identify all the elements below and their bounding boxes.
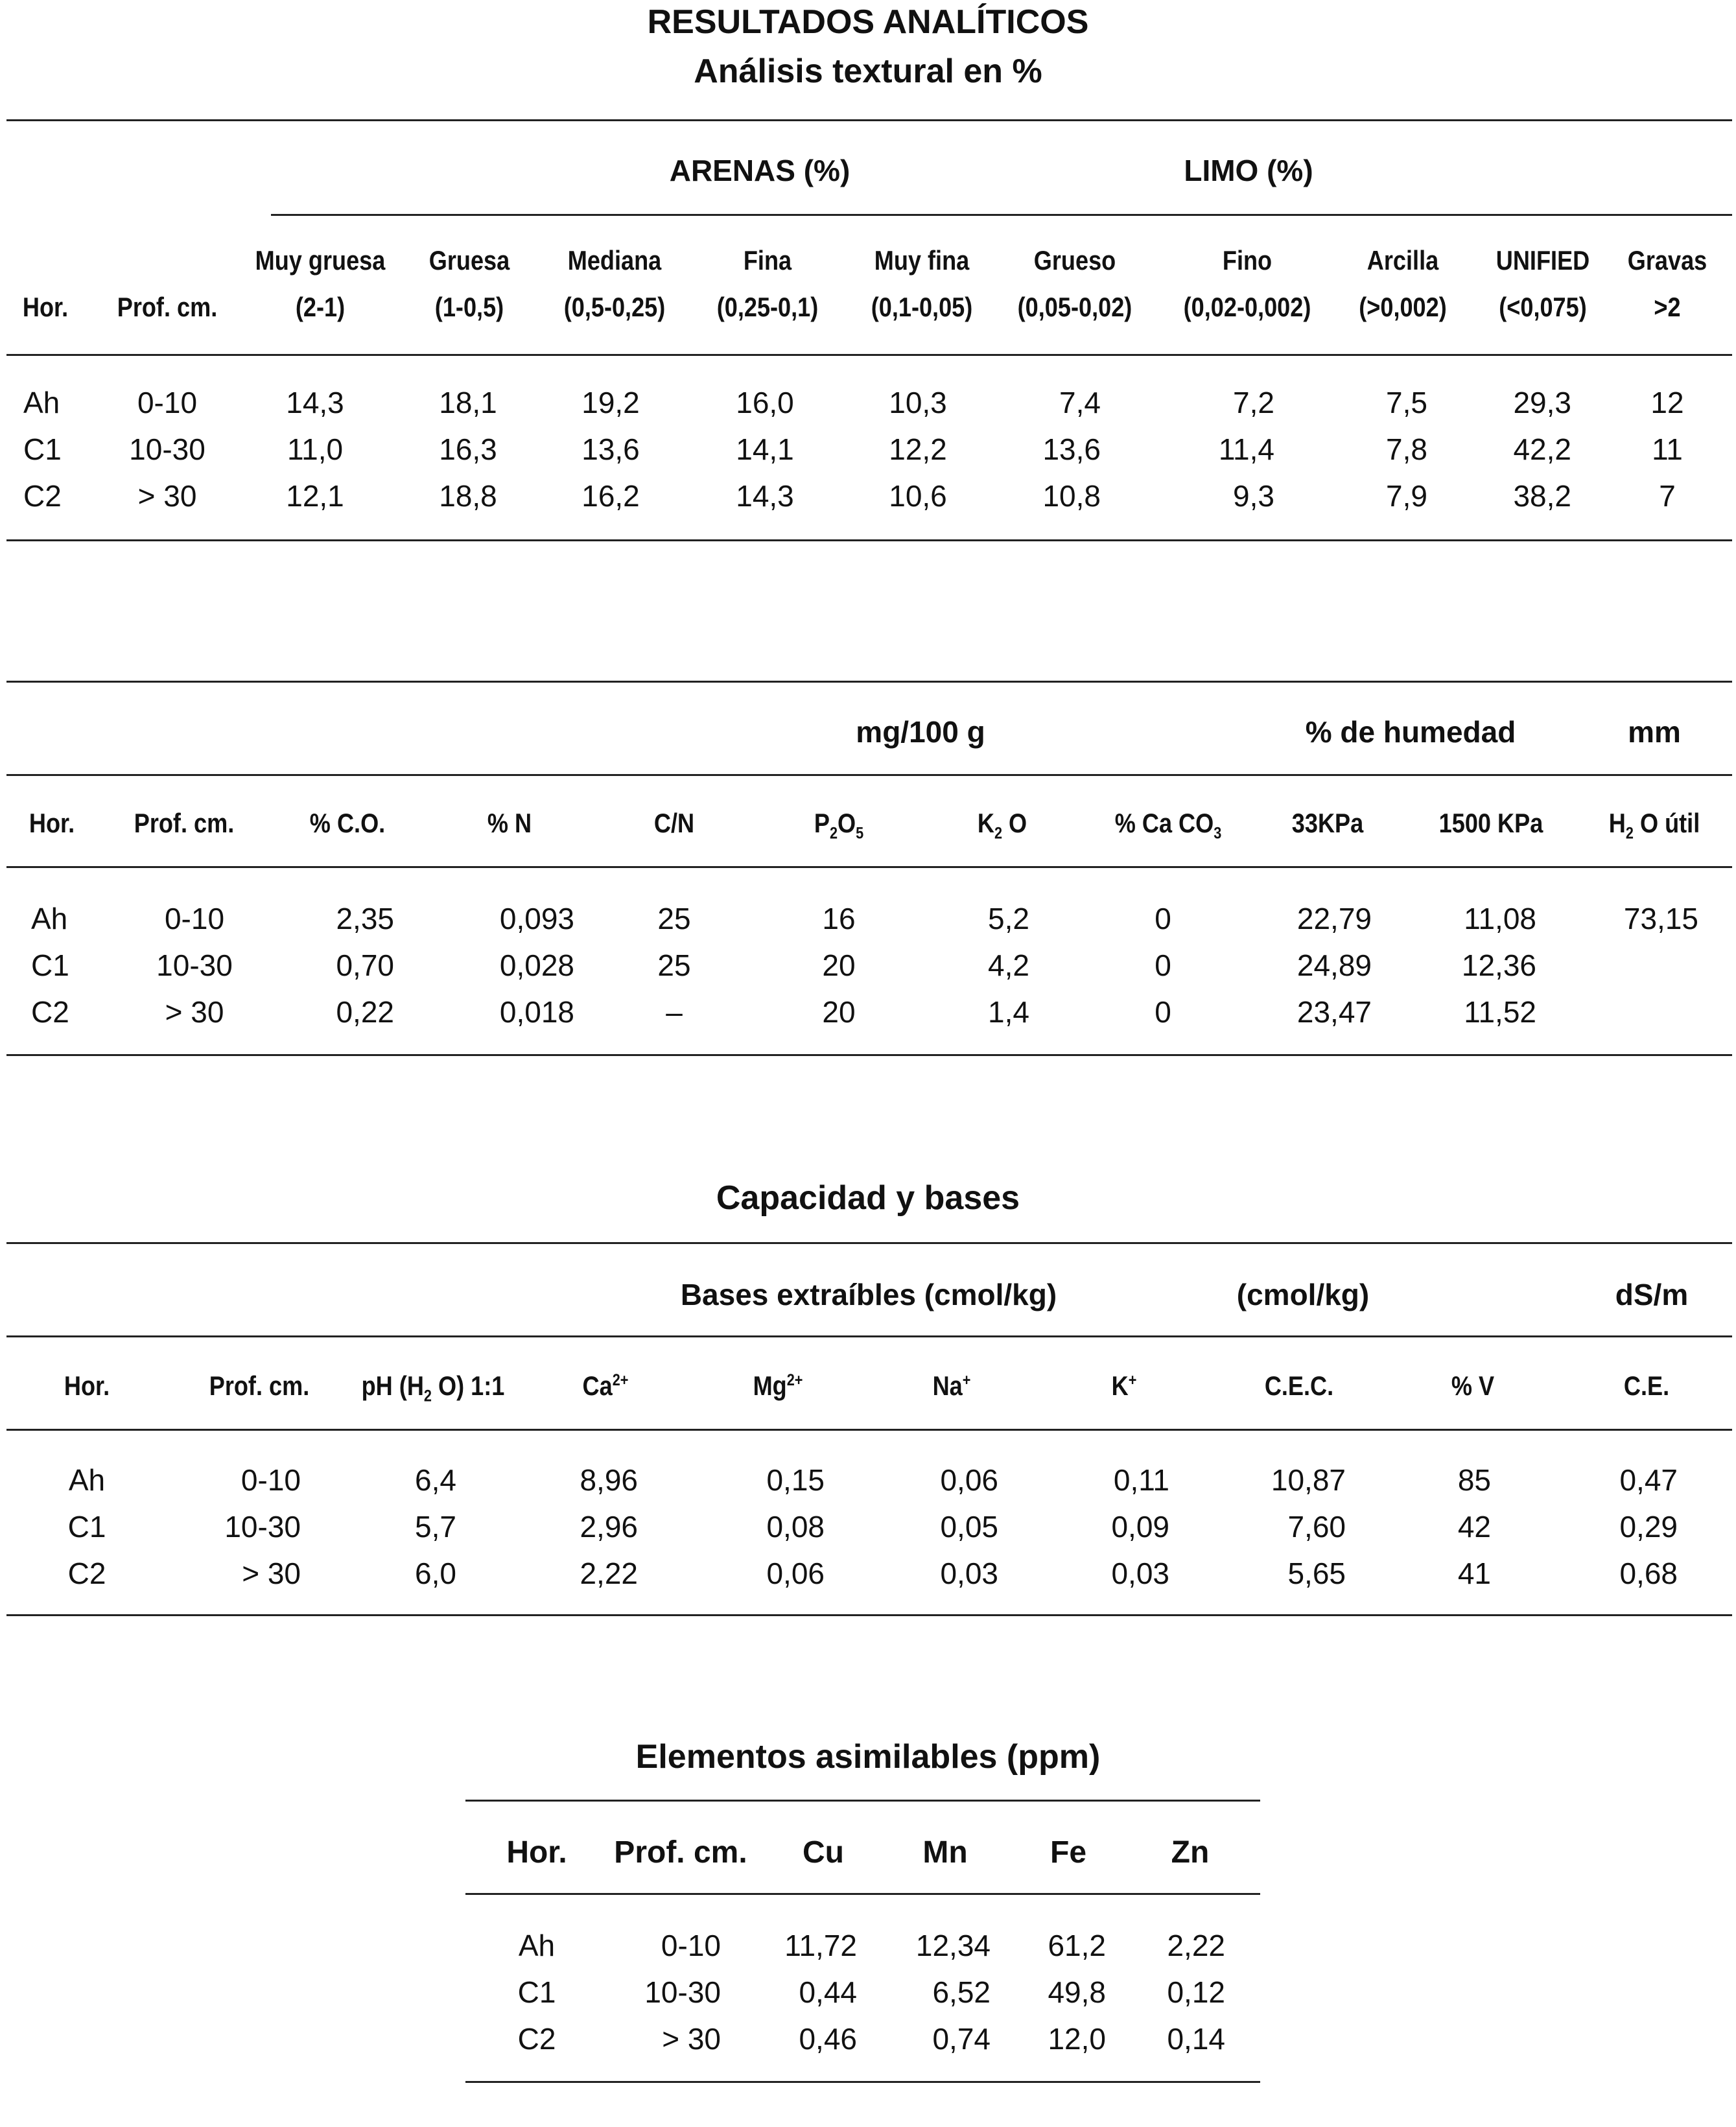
table-cell: 12,0	[1048, 2022, 1106, 2056]
group-header-humedad: % de humedad	[1305, 715, 1516, 749]
table-cell: C1	[67, 1510, 106, 1544]
col-header-ph: pH ($H_2$ O) 1:1	[361, 1370, 505, 1405]
group-header-limo: LIMO (%)	[1184, 154, 1313, 187]
table-cell: Ah	[68, 1463, 106, 1497]
table-cell: 0-10	[240, 1463, 301, 1497]
col-header-hor: Hor.	[64, 1370, 110, 1401]
table-cell: 10-30	[644, 1975, 721, 2009]
table-cell: 18,8	[439, 479, 497, 513]
col-header-k: K+	[1111, 1370, 1137, 1401]
table-rule	[465, 1893, 1260, 1895]
table-cell: 0,29	[1619, 1510, 1678, 1544]
col-header-prof: Prof. cm.	[614, 1835, 747, 1870]
col-header-muy-fina-range: (0,1-0,05)	[871, 292, 973, 322]
col-header-k2o: $K_2$ O	[977, 808, 1027, 843]
col-header-unified-range: (<0,075)	[1499, 292, 1587, 322]
table-cell: 0-10	[137, 386, 198, 419]
table-cell: Ah	[518, 1929, 556, 1962]
col-header-cn: C/N	[653, 808, 695, 838]
table-cell: 10-30	[129, 432, 205, 466]
page-title: RESULTADOS ANALÍTICOS	[647, 3, 1089, 41]
section-title: Elementos asimilables (ppm)	[635, 1738, 1101, 1776]
table-cell: Ah	[31, 902, 68, 935]
group-header-arenas: ARENAS (%)	[669, 154, 850, 187]
table-rule	[6, 681, 1732, 683]
col-header-fina: Fina	[743, 245, 792, 276]
table-cell: –	[666, 995, 683, 1029]
col-header-fino-range: (0,02-0,002)	[1183, 292, 1311, 322]
table-cell: C1	[31, 948, 69, 982]
table-cell: 23,47	[1296, 995, 1372, 1029]
table-cell: 12,2	[889, 432, 947, 466]
table-cell: 14,3	[286, 386, 344, 419]
col-header-mediana-range: (0,5-0,25)	[563, 292, 666, 322]
table-cell: 0,06	[940, 1463, 998, 1497]
table-cell: 12	[1650, 386, 1684, 419]
table-cell: 20	[822, 995, 856, 1029]
col-header-ca: $Ca^{2+}$	[582, 1370, 629, 1401]
col-header-arcilla: Arcilla	[1367, 245, 1439, 276]
table-cell: 7,8	[1386, 432, 1427, 466]
col-header-h2o-util: $H_2$ O útil	[1608, 808, 1700, 843]
table-cell: 0-10	[164, 902, 225, 935]
table-rule	[6, 354, 1732, 356]
col-header-muy-gruesa: Muy gruesa	[255, 245, 386, 276]
table-cell: 10-30	[224, 1510, 301, 1544]
table-cell: 73,15	[1623, 902, 1698, 935]
table-cell: 22,79	[1296, 902, 1372, 935]
table-cell: 5,2	[988, 902, 1029, 935]
table-cell: C1	[517, 1975, 556, 2009]
table-cell: C1	[23, 432, 62, 466]
col-header-prof-range: Prof. cm.	[117, 292, 218, 322]
table-cell: 7,60	[1287, 1510, 1346, 1544]
table-rule	[271, 214, 1732, 216]
table-cell: 0,22	[336, 995, 394, 1029]
table-cell: 11,4	[1218, 432, 1274, 466]
table-cell: 2,22	[1167, 1929, 1225, 1962]
table-cell: > 30	[662, 2022, 721, 2056]
col-header-zn: Zn	[1171, 1835, 1210, 1870]
table-cell: 0,15	[766, 1463, 825, 1497]
col-header-grueso-range: (0,05-0,02)	[1017, 292, 1132, 322]
col-header-ce: C.E.	[1623, 1370, 1670, 1401]
table-cell: 9,3	[1233, 479, 1274, 513]
table-rule	[6, 1242, 1732, 1244]
col-header-muy-fina: Muy fina	[874, 245, 970, 276]
table-cell: 24,89	[1296, 948, 1372, 982]
table-cell: 10,6	[889, 479, 947, 513]
table-cell: 11,0	[287, 432, 344, 466]
table-cell: 10-30	[156, 948, 233, 982]
table-cell: C2	[517, 2022, 556, 2056]
table-cell: 16,2	[581, 479, 640, 513]
col-header-unified: UNIFIED	[1496, 245, 1590, 276]
table-cell: 0,11	[1113, 1463, 1169, 1497]
table-cell: 0,47	[1619, 1463, 1678, 1497]
table-cell: 61,2	[1048, 1929, 1106, 1962]
col-header-mn: Mn	[922, 1835, 968, 1870]
table-cell: 0,12	[1167, 1975, 1225, 2009]
col-header-gruesa-range: (1-0,5)	[434, 292, 504, 322]
table-rule	[6, 1614, 1732, 1616]
table-cell: 0,018	[499, 995, 574, 1029]
table-cell: 14,1	[736, 432, 794, 466]
table-cell: 0,68	[1619, 1557, 1678, 1590]
page-subtitle: Análisis textural en %	[694, 53, 1042, 90]
table-cell: 4,2	[988, 948, 1029, 982]
table-rule	[465, 1800, 1260, 1802]
table-rule	[6, 774, 1732, 776]
table-cell: 7,5	[1386, 386, 1427, 419]
table-cell: 0,44	[799, 1975, 857, 2009]
col-header-prof: Prof. cm.	[134, 808, 235, 838]
table-cell: 0,70	[336, 948, 394, 982]
table-cell: 10,87	[1271, 1463, 1346, 1497]
col-header-v: % V	[1451, 1370, 1495, 1401]
table-cell: 7,4	[1059, 386, 1101, 419]
group-header-cmol: (cmol/kg)	[1236, 1278, 1370, 1311]
col-header-1500kpa: 1500 KPa	[1438, 808, 1543, 838]
col-header-grueso: Grueso	[1033, 245, 1116, 276]
table-rule	[6, 119, 1732, 121]
table-cell: 0,028	[499, 948, 574, 982]
col-header-fino: Fino	[1222, 245, 1273, 276]
table-cell: 8,96	[580, 1463, 638, 1497]
table-cell: 0,08	[766, 1510, 825, 1544]
table-cell: 0	[1155, 948, 1171, 982]
table-cell: 10,8	[1042, 479, 1101, 513]
table-cell: 5,7	[415, 1510, 456, 1544]
col-header-muy-gruesa-range: (2-1)	[295, 292, 346, 322]
col-header-p2o5: $P_2O_5$	[814, 808, 864, 843]
table-cell: 42	[1457, 1510, 1491, 1544]
table-cell: 12,36	[1461, 948, 1536, 982]
col-header-gravas: Gravas	[1627, 245, 1707, 276]
table-rule	[465, 2081, 1260, 2083]
table-cell: 7,2	[1233, 386, 1274, 419]
table-cell: 0	[1155, 995, 1171, 1029]
col-header-cec: C.E.C.	[1264, 1370, 1334, 1401]
table-cell: 41	[1457, 1557, 1491, 1590]
col-header-gravas-range: >2	[1654, 292, 1681, 322]
group-header-mg: mg/100 g	[856, 715, 985, 749]
col-header-33kpa: 33KPa	[1291, 808, 1364, 838]
table-rule	[6, 1429, 1732, 1431]
col-header-hor: Hor.	[506, 1835, 567, 1870]
table-cell: 16,0	[736, 386, 794, 419]
table-cell: 29,3	[1513, 386, 1571, 419]
table-cell: > 30	[137, 479, 197, 513]
table-cell: 6,52	[932, 1975, 991, 2009]
section-title: Capacidad y bases	[716, 1179, 1020, 1217]
table-cell: 0,09	[1111, 1510, 1169, 1544]
table-rule	[6, 866, 1732, 868]
group-header-bases: Bases extraíbles (cmol/kg)	[680, 1278, 1057, 1311]
table-cell: 18,1	[439, 386, 497, 419]
table-cell: 49,8	[1048, 1975, 1106, 2009]
table-cell: 5,65	[1287, 1557, 1346, 1590]
table-cell: 2,35	[336, 902, 394, 935]
group-header-ds: dS/m	[1615, 1278, 1689, 1311]
table-cell: 85	[1457, 1463, 1491, 1497]
table-rule	[6, 1054, 1732, 1056]
table-cell: 11	[1652, 432, 1683, 466]
table-cell: 0,093	[499, 902, 574, 935]
table-cell: 0,46	[799, 2022, 857, 2056]
table-cell: 7,9	[1386, 479, 1427, 513]
col-header-hor: Hor.	[29, 808, 75, 838]
col-header-na: Na+	[932, 1370, 971, 1401]
table-cell: 7	[1659, 479, 1676, 513]
table-cell: 10,3	[889, 386, 947, 419]
col-header-gruesa: Gruesa	[428, 245, 510, 276]
table-cell: 0,03	[940, 1557, 998, 1590]
col-header-prof: Prof. cm.	[209, 1370, 310, 1401]
table-cell: 2,22	[580, 1557, 638, 1590]
table-cell: 14,3	[736, 479, 794, 513]
table-cell: 25	[657, 948, 691, 982]
table-cell: 0,03	[1111, 1557, 1169, 1590]
col-header-caco3: % Ca $CO_3$	[1114, 808, 1222, 843]
table-cell: 0,74	[932, 2022, 991, 2056]
col-header-n: % N	[487, 808, 532, 838]
col-header-cu: Cu	[803, 1835, 844, 1870]
col-header-co: % C.O.	[309, 808, 386, 838]
table-cell: 6,4	[415, 1463, 456, 1497]
table-cell: 13,6	[581, 432, 640, 466]
table-cell: 11,52	[1464, 995, 1536, 1029]
col-header-arcilla-range: (>0,002)	[1359, 292, 1447, 322]
table-cell: 11,08	[1464, 902, 1536, 935]
table-cell: 12,1	[286, 479, 344, 513]
table-cell: 0,14	[1167, 2022, 1225, 2056]
table-cell: 19,2	[581, 386, 640, 419]
table-cell: 0,06	[766, 1557, 825, 1590]
table-cell: 6,0	[415, 1557, 456, 1590]
group-header-mm: mm	[1628, 715, 1681, 749]
table-cell: 42,2	[1513, 432, 1571, 466]
col-header-hor-range: Hor.	[22, 292, 69, 322]
table-cell: 13,6	[1042, 432, 1101, 466]
table-rule	[6, 539, 1732, 541]
col-header-fe: Fe	[1050, 1835, 1087, 1870]
table-cell: 16,3	[439, 432, 497, 466]
table-cell: 20	[822, 948, 856, 982]
table-cell: 0,05	[940, 1510, 998, 1544]
table-cell: 0-10	[661, 1929, 721, 1962]
col-header-fina-range: (0,25-0,1)	[716, 292, 819, 322]
table-cell: > 30	[242, 1557, 301, 1590]
table-rule	[6, 1335, 1732, 1337]
table-cell: 11,72	[784, 1929, 857, 1962]
col-header-mg: $Mg^{2+}$	[753, 1370, 803, 1401]
table-cell: 25	[657, 902, 691, 935]
table-cell: 16	[822, 902, 856, 935]
table-cell: C2	[23, 479, 62, 513]
table-cell: 2,96	[580, 1510, 638, 1544]
table-cell: Ah	[23, 386, 60, 419]
col-header-mediana: Mediana	[567, 245, 662, 276]
table-cell: 12,34	[915, 1929, 991, 1962]
table-cell: > 30	[165, 995, 224, 1029]
table-cell: 38,2	[1513, 479, 1571, 513]
table-cell: C2	[67, 1557, 106, 1590]
table-cell: 1,4	[988, 995, 1029, 1029]
table-cell: 0	[1155, 902, 1171, 935]
table-cell: C2	[31, 995, 69, 1029]
